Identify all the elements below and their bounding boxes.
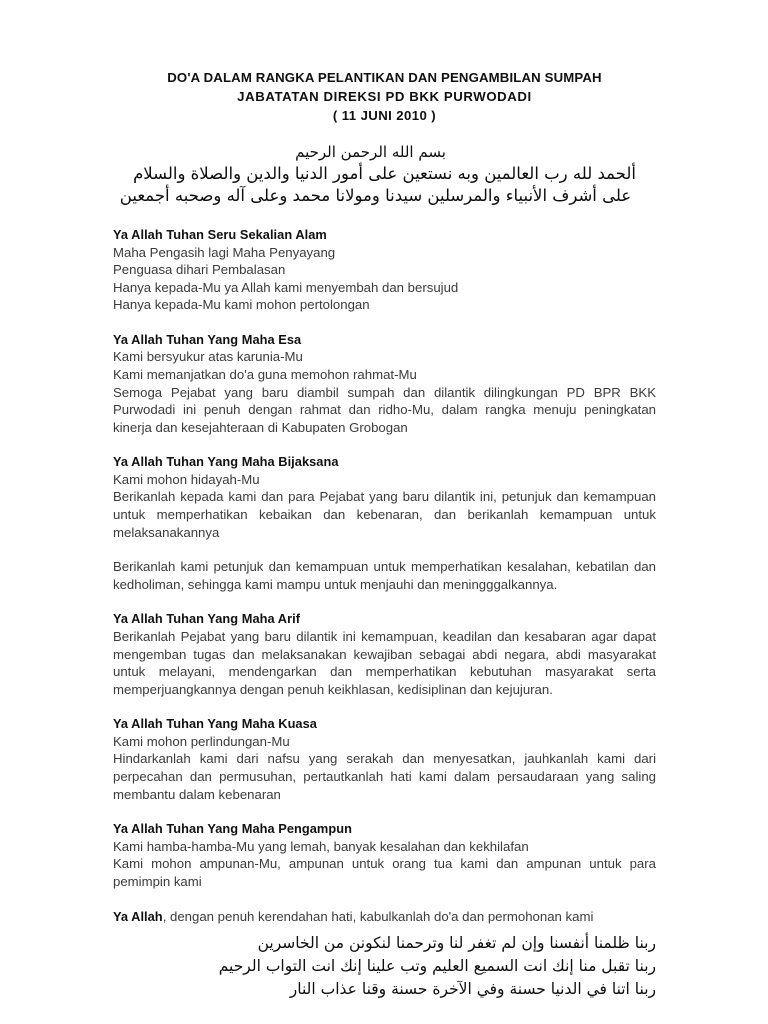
section-paragraph: Berikanlah kepada kami dan para Pejabat yang baru dilantik ini, petunjuk dan kemampuan untuk memperhatikan kebaikan dan kebenaran, dan berikanlah kemampuan untuk melaksanakannya bbox=[113, 489, 656, 540]
document-title-block bbox=[113, 0, 656, 125]
closing-lead-bold: Ya Allah bbox=[113, 909, 163, 925]
hamdalah-block bbox=[113, 163, 656, 207]
title-line-3: ( 11 JUNI 2010 ) bbox=[332, 108, 437, 123]
hamdalah-line-2: على أشرف الأنبياء والمرسلين سيدنا ومولانا محمد وعلى آله وصحبه أجمعين bbox=[119, 186, 632, 205]
section-line: Kami hamba-hamba-Mu yang lemah, banyak kesalahan dan kekhilafan bbox=[113, 838, 529, 854]
prayer-section bbox=[113, 610, 656, 698]
title-line-1: DO'A DALAM RANGKA PELANTIKAN DAN PENGAMBILAN SUMPAH bbox=[167, 70, 602, 85]
closing-arabic-line-2: ربنا تقبل منا إنك انت السميع العليم وتب علينا إنك انت التواب الرحيم bbox=[218, 957, 656, 976]
section-line: Kami memanjatkan do'a guna memohon rahmat-Mu bbox=[113, 366, 417, 382]
section-heading: Ya Allah Tuhan Yang Maha Kuasa bbox=[113, 716, 317, 732]
prayer-section bbox=[113, 453, 656, 593]
section-paragraph: Semoga Pejabat yang baru diambil sumpah dan dilantik dilingkungan PD BPR BKK Purwodadi ini penuh dengan rahmat dan ridho-Mu, dalam rangka menuju peningkatan kinerja dan kesejahteraan di Kabupaten Grobogan bbox=[113, 384, 656, 435]
closing-arabic-block bbox=[113, 932, 656, 999]
section-line: Hanya kepada-Mu ya Allah kami menyembah dan bersujud bbox=[113, 279, 459, 295]
section-line: Maha Pengasih lagi Maha Penyayang bbox=[113, 244, 336, 260]
section-line: Kami bersyukur atas karunia-Mu bbox=[113, 349, 303, 365]
section-paragraph: Kami mohon ampunan-Mu, ampunan untuk orang tua kami dan ampunan untuk para pemimpin kami bbox=[113, 856, 656, 889]
prayer-section bbox=[113, 331, 656, 436]
section-heading: Ya Allah Tuhan Yang Maha Arif bbox=[113, 611, 301, 627]
section-line: Kami mohon perlindungan-Mu bbox=[113, 733, 290, 749]
prayer-section bbox=[113, 820, 656, 890]
section-heading: Ya Allah Tuhan Yang Maha Esa bbox=[113, 331, 302, 347]
section-line: Penguasa dihari Pembalasan bbox=[113, 262, 286, 278]
closing-lead-rest: , dengan penuh kerendahan hati, kabulkanlah do'a dan permohonan kami bbox=[162, 909, 594, 925]
section-line: Kami mohon hidayah-Mu bbox=[113, 471, 260, 487]
prayer-section bbox=[113, 715, 656, 803]
section-line: Hanya kepada-Mu kami mohon pertolongan bbox=[113, 297, 370, 313]
title-line-2: JABATATAN DIREKSI PD BKK PURWODADI bbox=[237, 89, 532, 104]
hamdalah-line-1: ألحمد لله رب العالمين وبه نستعين على أمور الدنيا والدين والصلاة والسلام bbox=[133, 164, 636, 183]
closing-arabic-line-3: ربنا اتنا في الدنيا حسنة وفي الآخرة حسنة وقنا عذاب النار bbox=[289, 980, 656, 999]
section-heading: Ya Allah Tuhan Yang Maha Bijaksana bbox=[113, 454, 339, 470]
closing-paragraph bbox=[113, 908, 656, 926]
section-paragraph: Berikanlah Pejabat yang baru dilantik ini kemampuan, keadilan dan kesabaran agar dapat mengemban tugas dan melaksanakan kewajiban sebagai abdi negara, abdi masyarakat untuk melayani, mendengarkan dan memperhatikan kebutuhan masyarakat serta memperjuangkannya dengan penuh keikhlasan, kedisiplinan dan kejujuran. bbox=[113, 628, 656, 697]
closing-arabic-line-1: ربنا ظلمنا أنفسنا وإن لم تغفر لنا وترحمنا لنكونن من الخاسرين bbox=[257, 934, 656, 953]
document-content bbox=[113, 0, 656, 999]
basmala-line: بسم الله الرحمن الرحيم bbox=[295, 143, 446, 161]
paragraph-spacer bbox=[113, 541, 656, 558]
opening-arabic-block bbox=[113, 142, 656, 207]
prayer-section bbox=[113, 226, 656, 314]
section-heading: Ya Allah Tuhan Seru Sekalian Alam bbox=[113, 227, 327, 242]
section-paragraph: Hindarkanlah kami dari nafsu yang serakah dan menyesatkan, jauhkanlah kami dari perpecahan dan permusuhan, pertautkanlah hati kami dalam persaudaraan yang saling membantu dalam kebenaran bbox=[113, 751, 656, 802]
section-paragraph: Berikanlah kami petunjuk dan kemampuan untuk memperhatikan kesalahan, kebatilan dan kedholiman, sehingga kami mampu untuk menjauhi dan meningggalkannya. bbox=[113, 559, 656, 592]
section-heading: Ya Allah Tuhan Yang Maha Pengampun bbox=[113, 821, 352, 837]
